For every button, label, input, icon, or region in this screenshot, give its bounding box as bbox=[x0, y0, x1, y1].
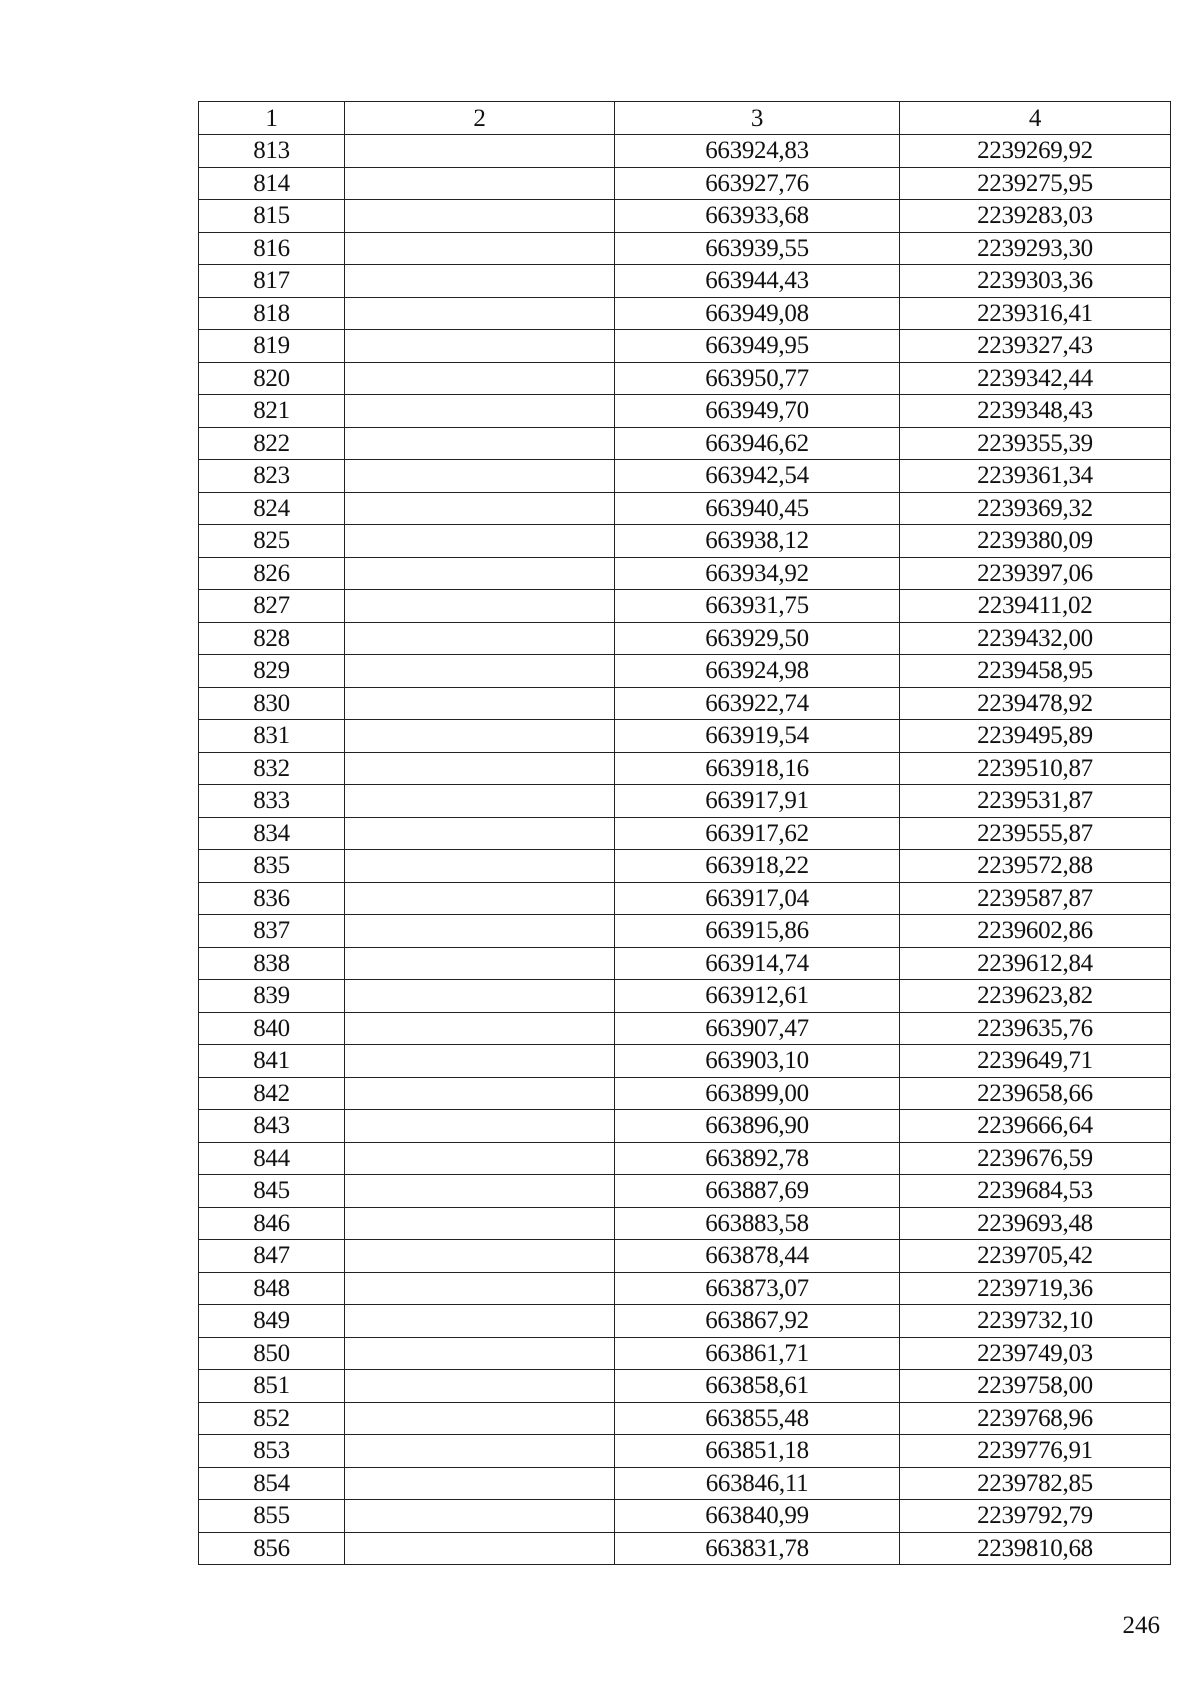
x-coordinate-cell: 663855,48 bbox=[615, 1402, 900, 1435]
point-number-cell: 823 bbox=[199, 460, 345, 493]
y-coordinate-cell: 2239369,32 bbox=[900, 492, 1171, 525]
x-coordinate-cell: 663861,71 bbox=[615, 1337, 900, 1370]
point-number-cell: 824 bbox=[199, 492, 345, 525]
y-coordinate-cell: 2239355,39 bbox=[900, 427, 1171, 460]
y-coordinate-cell: 2239684,53 bbox=[900, 1175, 1171, 1208]
table-row bbox=[199, 817, 1171, 850]
description-cell bbox=[345, 590, 615, 623]
x-coordinate-cell: 663934,92 bbox=[615, 557, 900, 590]
description-cell bbox=[345, 1370, 615, 1403]
table-row bbox=[199, 232, 1171, 265]
y-coordinate-cell: 2239693,48 bbox=[900, 1207, 1171, 1240]
y-coordinate-cell: 2239348,43 bbox=[900, 395, 1171, 428]
y-coordinate-cell: 2239495,89 bbox=[900, 720, 1171, 753]
column-header-1: 1 bbox=[199, 102, 345, 135]
point-number-cell: 819 bbox=[199, 330, 345, 363]
x-coordinate-cell: 663892,78 bbox=[615, 1142, 900, 1175]
point-number-cell: 845 bbox=[199, 1175, 345, 1208]
x-coordinate-cell: 663915,86 bbox=[615, 915, 900, 948]
column-header-4: 4 bbox=[900, 102, 1171, 135]
table-row bbox=[199, 557, 1171, 590]
x-coordinate-cell: 663949,95 bbox=[615, 330, 900, 363]
x-coordinate-cell: 663878,44 bbox=[615, 1240, 900, 1273]
point-number-cell: 836 bbox=[199, 882, 345, 915]
table-row bbox=[199, 297, 1171, 330]
point-number-cell: 851 bbox=[199, 1370, 345, 1403]
description-cell bbox=[345, 1435, 615, 1468]
point-number-cell: 848 bbox=[199, 1272, 345, 1305]
point-number-cell: 831 bbox=[199, 720, 345, 753]
table-row bbox=[199, 752, 1171, 785]
table-row bbox=[199, 395, 1171, 428]
table-row bbox=[199, 460, 1171, 493]
y-coordinate-cell: 2239361,34 bbox=[900, 460, 1171, 493]
description-cell bbox=[345, 980, 615, 1013]
point-number-cell: 844 bbox=[199, 1142, 345, 1175]
point-number-cell: 818 bbox=[199, 297, 345, 330]
point-number-cell: 843 bbox=[199, 1110, 345, 1143]
table-row bbox=[199, 1045, 1171, 1078]
y-coordinate-cell: 2239275,95 bbox=[900, 167, 1171, 200]
y-coordinate-cell: 2239768,96 bbox=[900, 1402, 1171, 1435]
description-cell bbox=[345, 232, 615, 265]
point-number-cell: 820 bbox=[199, 362, 345, 395]
description-cell bbox=[345, 882, 615, 915]
y-coordinate-cell: 2239478,92 bbox=[900, 687, 1171, 720]
table-row bbox=[199, 720, 1171, 753]
table-row bbox=[199, 1272, 1171, 1305]
column-header-3: 3 bbox=[615, 102, 900, 135]
description-cell bbox=[345, 1045, 615, 1078]
point-number-cell: 814 bbox=[199, 167, 345, 200]
description-cell bbox=[345, 427, 615, 460]
x-coordinate-cell: 663851,18 bbox=[615, 1435, 900, 1468]
x-coordinate-cell: 663896,90 bbox=[615, 1110, 900, 1143]
table-row bbox=[199, 1337, 1171, 1370]
description-cell bbox=[345, 1012, 615, 1045]
point-number-cell: 853 bbox=[199, 1435, 345, 1468]
description-cell bbox=[345, 655, 615, 688]
x-coordinate-cell: 663917,04 bbox=[615, 882, 900, 915]
point-number-cell: 846 bbox=[199, 1207, 345, 1240]
x-coordinate-cell: 663912,61 bbox=[615, 980, 900, 1013]
point-number-cell: 832 bbox=[199, 752, 345, 785]
point-number-cell: 855 bbox=[199, 1500, 345, 1533]
y-coordinate-cell: 2239612,84 bbox=[900, 947, 1171, 980]
table-row bbox=[199, 427, 1171, 460]
point-number-cell: 837 bbox=[199, 915, 345, 948]
table-row bbox=[199, 882, 1171, 915]
description-cell bbox=[345, 752, 615, 785]
description-cell bbox=[345, 1467, 615, 1500]
y-coordinate-cell: 2239269,92 bbox=[900, 135, 1171, 168]
x-coordinate-cell: 663858,61 bbox=[615, 1370, 900, 1403]
y-coordinate-cell: 2239303,36 bbox=[900, 265, 1171, 298]
description-cell bbox=[345, 330, 615, 363]
point-number-cell: 821 bbox=[199, 395, 345, 428]
point-number-cell: 842 bbox=[199, 1077, 345, 1110]
y-coordinate-cell: 2239623,82 bbox=[900, 980, 1171, 1013]
x-coordinate-cell: 663899,00 bbox=[615, 1077, 900, 1110]
x-coordinate-cell: 663887,69 bbox=[615, 1175, 900, 1208]
y-coordinate-cell: 2239810,68 bbox=[900, 1532, 1171, 1565]
description-cell bbox=[345, 167, 615, 200]
point-number-cell: 850 bbox=[199, 1337, 345, 1370]
point-number-cell: 852 bbox=[199, 1402, 345, 1435]
y-coordinate-cell: 2239705,42 bbox=[900, 1240, 1171, 1273]
table-row bbox=[199, 1435, 1171, 1468]
y-coordinate-cell: 2239555,87 bbox=[900, 817, 1171, 850]
y-coordinate-cell: 2239327,43 bbox=[900, 330, 1171, 363]
description-cell bbox=[345, 915, 615, 948]
x-coordinate-cell: 663867,92 bbox=[615, 1305, 900, 1338]
y-coordinate-cell: 2239719,36 bbox=[900, 1272, 1171, 1305]
y-coordinate-cell: 2239666,64 bbox=[900, 1110, 1171, 1143]
x-coordinate-cell: 663924,98 bbox=[615, 655, 900, 688]
coordinates-table bbox=[198, 101, 1171, 1565]
column-header-2: 2 bbox=[345, 102, 615, 135]
y-coordinate-cell: 2239432,00 bbox=[900, 622, 1171, 655]
description-cell bbox=[345, 1240, 615, 1273]
table-row bbox=[199, 1012, 1171, 1045]
table-row bbox=[199, 1500, 1171, 1533]
x-coordinate-cell: 663919,54 bbox=[615, 720, 900, 753]
table-row bbox=[199, 330, 1171, 363]
x-coordinate-cell: 663929,50 bbox=[615, 622, 900, 655]
x-coordinate-cell: 663840,99 bbox=[615, 1500, 900, 1533]
x-coordinate-cell: 663918,16 bbox=[615, 752, 900, 785]
table-row bbox=[199, 1467, 1171, 1500]
x-coordinate-cell: 663944,43 bbox=[615, 265, 900, 298]
x-coordinate-cell: 663831,78 bbox=[615, 1532, 900, 1565]
y-coordinate-cell: 2239732,10 bbox=[900, 1305, 1171, 1338]
description-cell bbox=[345, 362, 615, 395]
description-cell bbox=[345, 817, 615, 850]
description-cell bbox=[345, 492, 615, 525]
x-coordinate-cell: 663927,76 bbox=[615, 167, 900, 200]
point-number-cell: 849 bbox=[199, 1305, 345, 1338]
point-number-cell: 816 bbox=[199, 232, 345, 265]
point-number-cell: 835 bbox=[199, 850, 345, 883]
x-coordinate-cell: 663950,77 bbox=[615, 362, 900, 395]
x-coordinate-cell: 663946,62 bbox=[615, 427, 900, 460]
table-row bbox=[199, 1077, 1171, 1110]
description-cell bbox=[345, 557, 615, 590]
x-coordinate-cell: 663914,74 bbox=[615, 947, 900, 980]
table-row bbox=[199, 687, 1171, 720]
table-row bbox=[199, 947, 1171, 980]
x-coordinate-cell: 663922,74 bbox=[615, 687, 900, 720]
point-number-cell: 827 bbox=[199, 590, 345, 623]
point-number-cell: 833 bbox=[199, 785, 345, 818]
description-cell bbox=[345, 525, 615, 558]
x-coordinate-cell: 663942,54 bbox=[615, 460, 900, 493]
y-coordinate-cell: 2239572,88 bbox=[900, 850, 1171, 883]
point-number-cell: 826 bbox=[199, 557, 345, 590]
description-cell bbox=[345, 720, 615, 753]
x-coordinate-cell: 663949,08 bbox=[615, 297, 900, 330]
description-cell bbox=[345, 1207, 615, 1240]
description-cell bbox=[345, 1500, 615, 1533]
description-cell bbox=[345, 850, 615, 883]
description-cell bbox=[345, 460, 615, 493]
y-coordinate-cell: 2239342,44 bbox=[900, 362, 1171, 395]
table-row bbox=[199, 1175, 1171, 1208]
description-cell bbox=[345, 947, 615, 980]
description-cell bbox=[345, 622, 615, 655]
table-row bbox=[199, 265, 1171, 298]
point-number-cell: 841 bbox=[199, 1045, 345, 1078]
point-number-cell: 828 bbox=[199, 622, 345, 655]
description-cell bbox=[345, 1175, 615, 1208]
description-cell bbox=[345, 135, 615, 168]
x-coordinate-cell: 663931,75 bbox=[615, 590, 900, 623]
point-number-cell: 834 bbox=[199, 817, 345, 850]
y-coordinate-cell: 2239782,85 bbox=[900, 1467, 1171, 1500]
table-row bbox=[199, 135, 1171, 168]
x-coordinate-cell: 663918,22 bbox=[615, 850, 900, 883]
y-coordinate-cell: 2239587,87 bbox=[900, 882, 1171, 915]
point-number-cell: 825 bbox=[199, 525, 345, 558]
table-row bbox=[199, 1240, 1171, 1273]
table-row bbox=[199, 1110, 1171, 1143]
y-coordinate-cell: 2239397,06 bbox=[900, 557, 1171, 590]
description-cell bbox=[345, 1402, 615, 1435]
page-number: 246 bbox=[1122, 1612, 1160, 1639]
y-coordinate-cell: 2239411,02 bbox=[900, 590, 1171, 623]
x-coordinate-cell: 663846,11 bbox=[615, 1467, 900, 1500]
x-coordinate-cell: 663939,55 bbox=[615, 232, 900, 265]
y-coordinate-cell: 2239792,79 bbox=[900, 1500, 1171, 1533]
description-cell bbox=[345, 265, 615, 298]
y-coordinate-cell: 2239293,30 bbox=[900, 232, 1171, 265]
y-coordinate-cell: 2239283,03 bbox=[900, 200, 1171, 233]
point-number-cell: 815 bbox=[199, 200, 345, 233]
x-coordinate-cell: 663940,45 bbox=[615, 492, 900, 525]
description-cell bbox=[345, 200, 615, 233]
point-number-cell: 839 bbox=[199, 980, 345, 1013]
table-header bbox=[199, 102, 1171, 135]
y-coordinate-cell: 2239602,86 bbox=[900, 915, 1171, 948]
y-coordinate-cell: 2239380,09 bbox=[900, 525, 1171, 558]
y-coordinate-cell: 2239510,87 bbox=[900, 752, 1171, 785]
point-number-cell: 813 bbox=[199, 135, 345, 168]
table-row bbox=[199, 850, 1171, 883]
x-coordinate-cell: 663917,62 bbox=[615, 817, 900, 850]
y-coordinate-cell: 2239758,00 bbox=[900, 1370, 1171, 1403]
description-cell bbox=[345, 1272, 615, 1305]
y-coordinate-cell: 2239316,41 bbox=[900, 297, 1171, 330]
table-row bbox=[199, 1370, 1171, 1403]
table-body bbox=[199, 135, 1171, 1565]
point-number-cell: 830 bbox=[199, 687, 345, 720]
description-cell bbox=[345, 687, 615, 720]
point-number-cell: 856 bbox=[199, 1532, 345, 1565]
point-number-cell: 854 bbox=[199, 1467, 345, 1500]
point-number-cell: 838 bbox=[199, 947, 345, 980]
x-coordinate-cell: 663938,12 bbox=[615, 525, 900, 558]
table-row bbox=[199, 590, 1171, 623]
y-coordinate-cell: 2239649,71 bbox=[900, 1045, 1171, 1078]
y-coordinate-cell: 2239531,87 bbox=[900, 785, 1171, 818]
y-coordinate-cell: 2239749,03 bbox=[900, 1337, 1171, 1370]
y-coordinate-cell: 2239776,91 bbox=[900, 1435, 1171, 1468]
description-cell bbox=[345, 1305, 615, 1338]
table-row bbox=[199, 655, 1171, 688]
table-row bbox=[199, 1532, 1171, 1565]
description-cell bbox=[345, 395, 615, 428]
y-coordinate-cell: 2239658,66 bbox=[900, 1077, 1171, 1110]
x-coordinate-cell: 663873,07 bbox=[615, 1272, 900, 1305]
point-number-cell: 822 bbox=[199, 427, 345, 460]
description-cell bbox=[345, 1142, 615, 1175]
x-coordinate-cell: 663917,91 bbox=[615, 785, 900, 818]
description-cell bbox=[345, 1110, 615, 1143]
table-row bbox=[199, 980, 1171, 1013]
table-row bbox=[199, 1305, 1171, 1338]
table-row bbox=[199, 622, 1171, 655]
point-number-cell: 840 bbox=[199, 1012, 345, 1045]
x-coordinate-cell: 663933,68 bbox=[615, 200, 900, 233]
table-row bbox=[199, 1207, 1171, 1240]
point-number-cell: 847 bbox=[199, 1240, 345, 1273]
table-row bbox=[199, 1142, 1171, 1175]
table-row bbox=[199, 525, 1171, 558]
table-row bbox=[199, 1402, 1171, 1435]
point-number-cell: 817 bbox=[199, 265, 345, 298]
point-number-cell: 829 bbox=[199, 655, 345, 688]
table-row bbox=[199, 362, 1171, 395]
description-cell bbox=[345, 1337, 615, 1370]
x-coordinate-cell: 663903,10 bbox=[615, 1045, 900, 1078]
x-coordinate-cell: 663883,58 bbox=[615, 1207, 900, 1240]
table-row bbox=[199, 785, 1171, 818]
table-row bbox=[199, 200, 1171, 233]
description-cell bbox=[345, 1532, 615, 1565]
table-row bbox=[199, 167, 1171, 200]
description-cell bbox=[345, 785, 615, 818]
y-coordinate-cell: 2239458,95 bbox=[900, 655, 1171, 688]
x-coordinate-cell: 663924,83 bbox=[615, 135, 900, 168]
table-header-row bbox=[199, 102, 1171, 135]
table-row bbox=[199, 915, 1171, 948]
x-coordinate-cell: 663949,70 bbox=[615, 395, 900, 428]
description-cell bbox=[345, 297, 615, 330]
y-coordinate-cell: 2239635,76 bbox=[900, 1012, 1171, 1045]
description-cell bbox=[345, 1077, 615, 1110]
x-coordinate-cell: 663907,47 bbox=[615, 1012, 900, 1045]
y-coordinate-cell: 2239676,59 bbox=[900, 1142, 1171, 1175]
table-row bbox=[199, 492, 1171, 525]
